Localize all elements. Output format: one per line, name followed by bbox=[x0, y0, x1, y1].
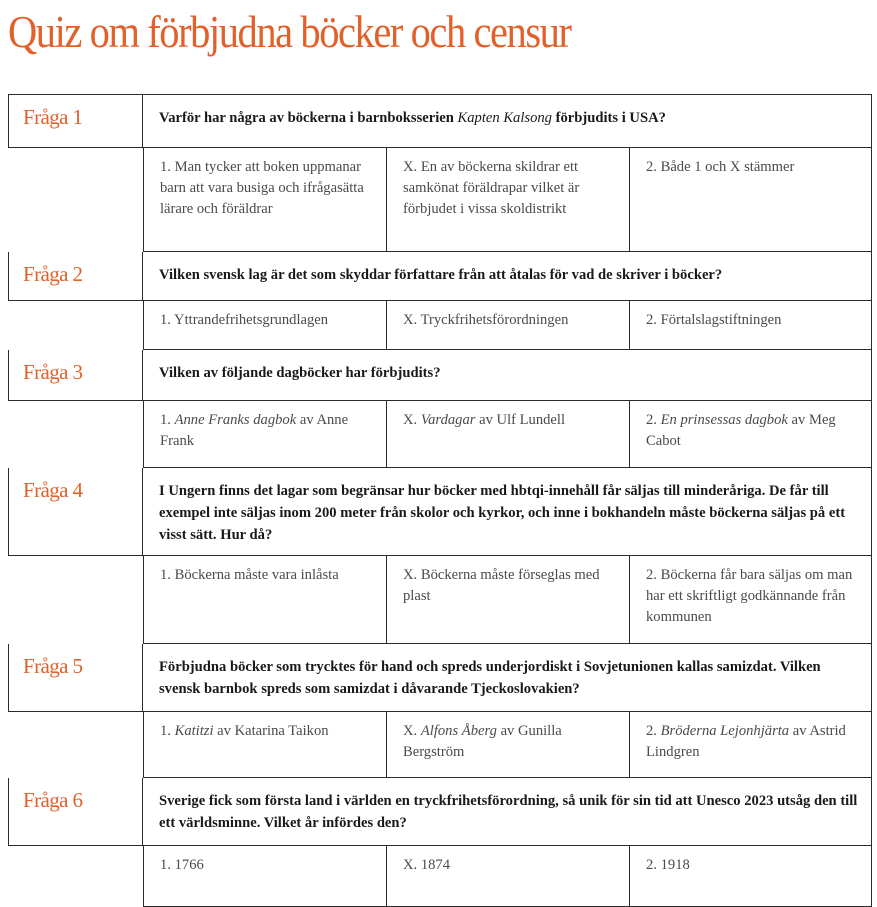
page-title: Quiz om förbjudna böcker och censur bbox=[8, 7, 571, 57]
answer-option-x: X. En av böckerna skildrar ett samkönat föräldrapar vilket är förbjudet i vissa skoldistrikt bbox=[386, 148, 629, 251]
question-text: Förbjudna böcker som trycktes för hand och spreds underjordiskt i Sovjetunionen kallas samizdat. Vilken svensk barnbok spreds som samizdat i dåvarande Tjeckoslovakien? bbox=[159, 659, 821, 697]
question-label: Fråga 2 bbox=[9, 252, 143, 300]
answer-option-1: 1. Yttrandefrihetsgrundlagen bbox=[143, 301, 386, 349]
answer-option-1: 1. Man tycker att boken uppmanar barn att vara busiga och ifrågasätta lärare och föräldrar bbox=[143, 148, 386, 251]
question-row bbox=[8, 252, 872, 301]
question-row bbox=[8, 644, 872, 712]
answer-option-x: X. 1874 bbox=[386, 846, 629, 906]
question-row bbox=[8, 468, 872, 556]
answer-option-1: 1. Katitzi av Katarina Taikon bbox=[143, 712, 386, 777]
answer-option-x: X. Tryckfrihetsförordningen bbox=[386, 301, 629, 349]
question-row bbox=[8, 778, 872, 846]
question-text: Vilken svensk lag är det som skyddar författare från att åtalas för vad de skriver i böcker? bbox=[159, 267, 723, 283]
question-label: Fråga 4 bbox=[9, 468, 143, 555]
answer-row bbox=[143, 712, 872, 778]
answer-option-x: X. Böckerna måste förseglas med plast bbox=[386, 556, 629, 643]
answer-option-2: 2. Bröderna Lejonhjärta av Astrid Lindgren bbox=[629, 712, 872, 777]
question-text: Varför har några av böckerna i barnboksserien Kapten Kalsong förbjudits i USA? bbox=[159, 110, 666, 126]
question-row bbox=[8, 95, 872, 148]
answer-option-1: 1. Böckerna måste vara inlåsta bbox=[143, 556, 386, 643]
answer-row bbox=[143, 401, 872, 468]
answer-option-1: 1. 1766 bbox=[143, 846, 386, 906]
answer-row bbox=[143, 148, 872, 252]
question-text: I Ungern finns det lagar som begränsar hur böcker med hbtqi-innehåll får säljas till minderåriga. De får till exempel inte säljas inom 200 meter från skolor och kyrkor, och inne i bokhandeln måste böckerna säljas på ett visst sätt. Hur då? bbox=[159, 483, 846, 543]
question-label: Fråga 6 bbox=[9, 778, 143, 845]
answer-option-2: 2. En prinsessas dagbok av Meg Cabot bbox=[629, 401, 872, 467]
answer-option-2: 2. Förtalslagstiftningen bbox=[629, 301, 872, 349]
answer-option-x: X. Alfons Åberg av Gunilla Bergström bbox=[386, 712, 629, 777]
answer-row bbox=[143, 556, 872, 644]
answer-option-1: 1. Anne Franks dagbok av Anne Frank bbox=[143, 401, 386, 467]
question-row bbox=[8, 350, 872, 401]
answer-row bbox=[143, 301, 872, 350]
question-text: Vilken av följande dagböcker har förbjudits? bbox=[159, 365, 441, 381]
question-label: Fråga 3 bbox=[9, 350, 143, 400]
question-text: Sverige fick som första land i världen en tryckfrihetsförordning, så unik för sin tid att Unesco 2023 utsåg den till ett världsminne. Vilket år infördes den? bbox=[159, 793, 858, 831]
question-label: Fråga 5 bbox=[9, 644, 143, 711]
question-label: Fråga 1 bbox=[9, 95, 143, 147]
answer-option-x: X. Vardagar av Ulf Lundell bbox=[386, 401, 629, 467]
quiz-table bbox=[8, 94, 872, 907]
answer-option-2: 2. Både 1 och X stämmer bbox=[629, 148, 872, 251]
answer-option-2: 2. Böckerna får bara säljas om man har ett skriftligt godkännande från kommunen bbox=[629, 556, 872, 643]
answer-option-2: 2. 1918 bbox=[629, 846, 872, 906]
